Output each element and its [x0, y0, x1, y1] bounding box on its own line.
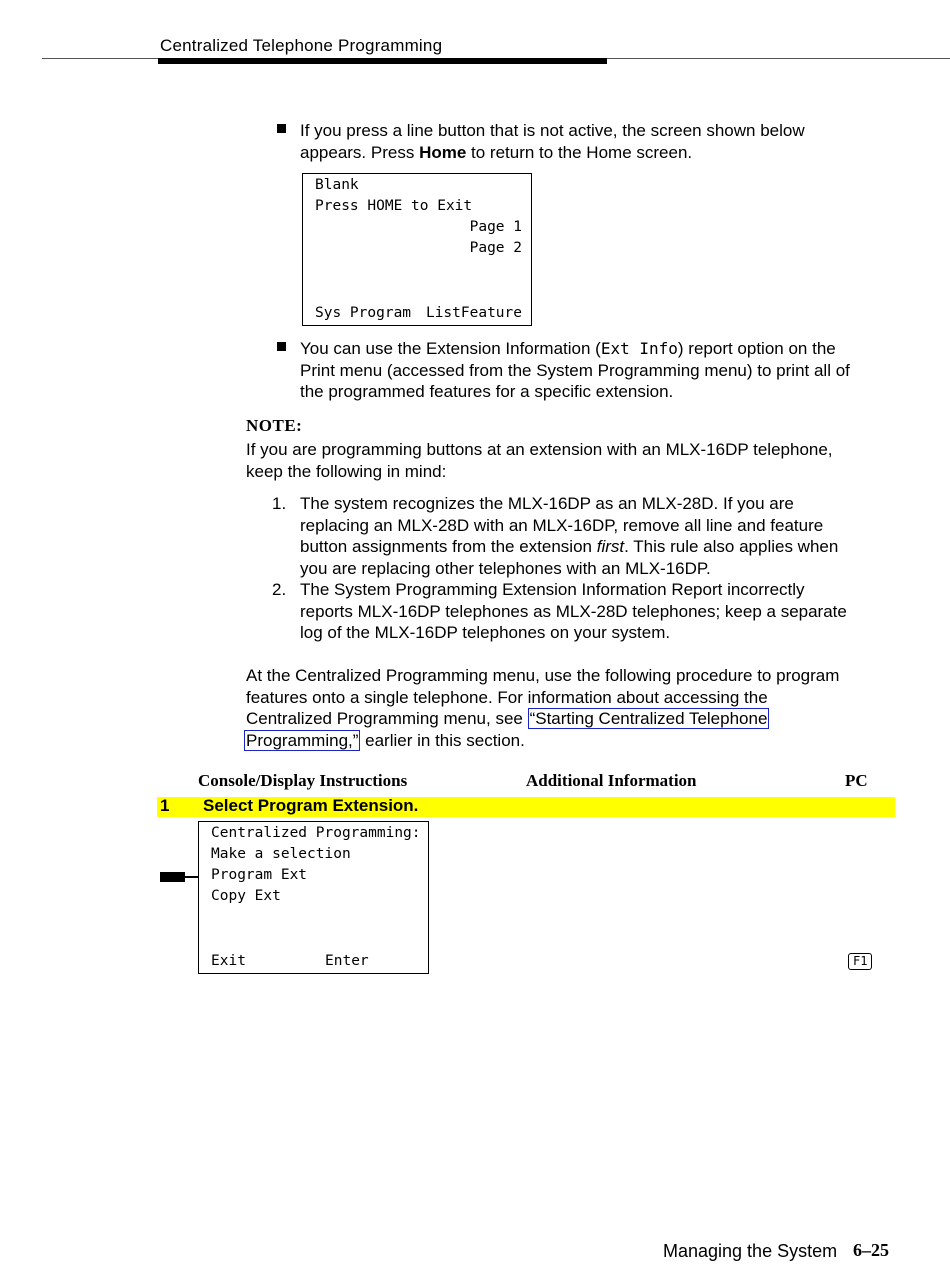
text-line: button assignments from the extension first. This rule also applies when: [300, 537, 839, 557]
list-number: 1.: [272, 494, 287, 513]
text-line: You can use the Extension Information (Ext Info) report option on the: [300, 339, 836, 358]
text-line: If you are programming buttons at an extension with an MLX-16DP telephone,: [246, 440, 833, 459]
text-line: If you press a line button that is not active, the screen shown below: [300, 121, 805, 140]
column-header-console: Console/Display Instructions: [198, 771, 408, 790]
display-softkey-right: Enter: [325, 953, 369, 969]
list-item: [300, 493, 920, 579]
bullet-text: [300, 338, 920, 403]
f1-key-icon: F1: [848, 953, 872, 970]
cross-reference-link[interactable]: Programming,”: [246, 730, 359, 750]
note-intro: [246, 439, 926, 482]
home-key-name: Home: [419, 142, 467, 162]
phone-display-centralized: [198, 821, 429, 974]
display-line-selected: Program Ext: [211, 867, 308, 883]
menu-option-code: Ext Info: [600, 339, 678, 358]
text-line: Print menu (accessed from the System Programming menu) to print all of: [300, 360, 850, 380]
column-header-pc: PC: [845, 771, 868, 790]
footer-section: Managing the System: [663, 1241, 838, 1261]
display-line: Blank: [315, 177, 359, 193]
list-number: 2.: [272, 580, 287, 599]
cross-reference-link[interactable]: “Starting Centralized Telephone: [529, 709, 768, 729]
text-line: appears. Press Home to return to the Home screen.: [300, 142, 693, 162]
display-line: Press HOME to Exit: [315, 198, 473, 214]
display-softkey-right: ListFeature: [425, 305, 522, 321]
text-line: keep the following in mind:: [246, 461, 447, 481]
display-line: Centralized Programming:: [211, 825, 421, 841]
text-line: At the Centralized Programming menu, use the following procedure to program: [246, 666, 840, 685]
bullet-text: [300, 120, 920, 163]
display-line: Make a selection: [211, 846, 351, 862]
selection-pointer-icon: [160, 872, 185, 882]
list-item: [300, 579, 920, 644]
selection-pointer-line: [184, 876, 198, 878]
note-label: NOTE:: [246, 416, 303, 435]
display-softkey-left: Exit: [211, 953, 246, 969]
step-number: 1: [160, 796, 170, 815]
bullet-square-icon: [277, 124, 286, 133]
text-line: you are replacing other telephones with an MLX-16DP.: [300, 558, 711, 578]
display-line: Page 1: [469, 219, 522, 235]
emphasis-text: first: [596, 537, 625, 557]
text-line: reports MLX-16DP telephones as MLX-28D telephones; keep a separate: [300, 601, 847, 621]
text-line: log of the MLX-16DP telephones on your system.: [300, 623, 671, 643]
text-line: Programming,” earlier in this section.: [246, 730, 525, 750]
text-line: Centralized Programming menu, see “Starting Centralized Telephone: [246, 709, 768, 729]
text-line: The System Programming Extension Information Report incorrectly: [300, 580, 805, 599]
phone-display-blank: [302, 173, 532, 326]
header-rule-bar: [158, 58, 607, 64]
step-title: Select Program Extension.: [203, 796, 419, 815]
display-softkey-left: Sys Program: [315, 305, 412, 321]
text-line: replacing an MLX-28D with an MLX-16DP, remove all line and feature: [300, 515, 824, 535]
column-header-info: Additional Information: [526, 771, 697, 790]
text-line: The system recognizes the MLX-16DP as an MLX-28D. If you are: [300, 494, 794, 513]
bullet-square-icon: [277, 342, 286, 351]
running-header: Centralized Telephone Programming: [160, 36, 443, 55]
display-line: Copy Ext: [211, 888, 281, 904]
display-line: Page 2: [469, 240, 522, 256]
procedure-intro: [246, 665, 926, 751]
text-line: features onto a single telephone. For information about accessing the: [246, 687, 768, 707]
page-number: 6–25: [853, 1240, 889, 1260]
text-line: the programmed features for a specific extension.: [300, 382, 674, 402]
